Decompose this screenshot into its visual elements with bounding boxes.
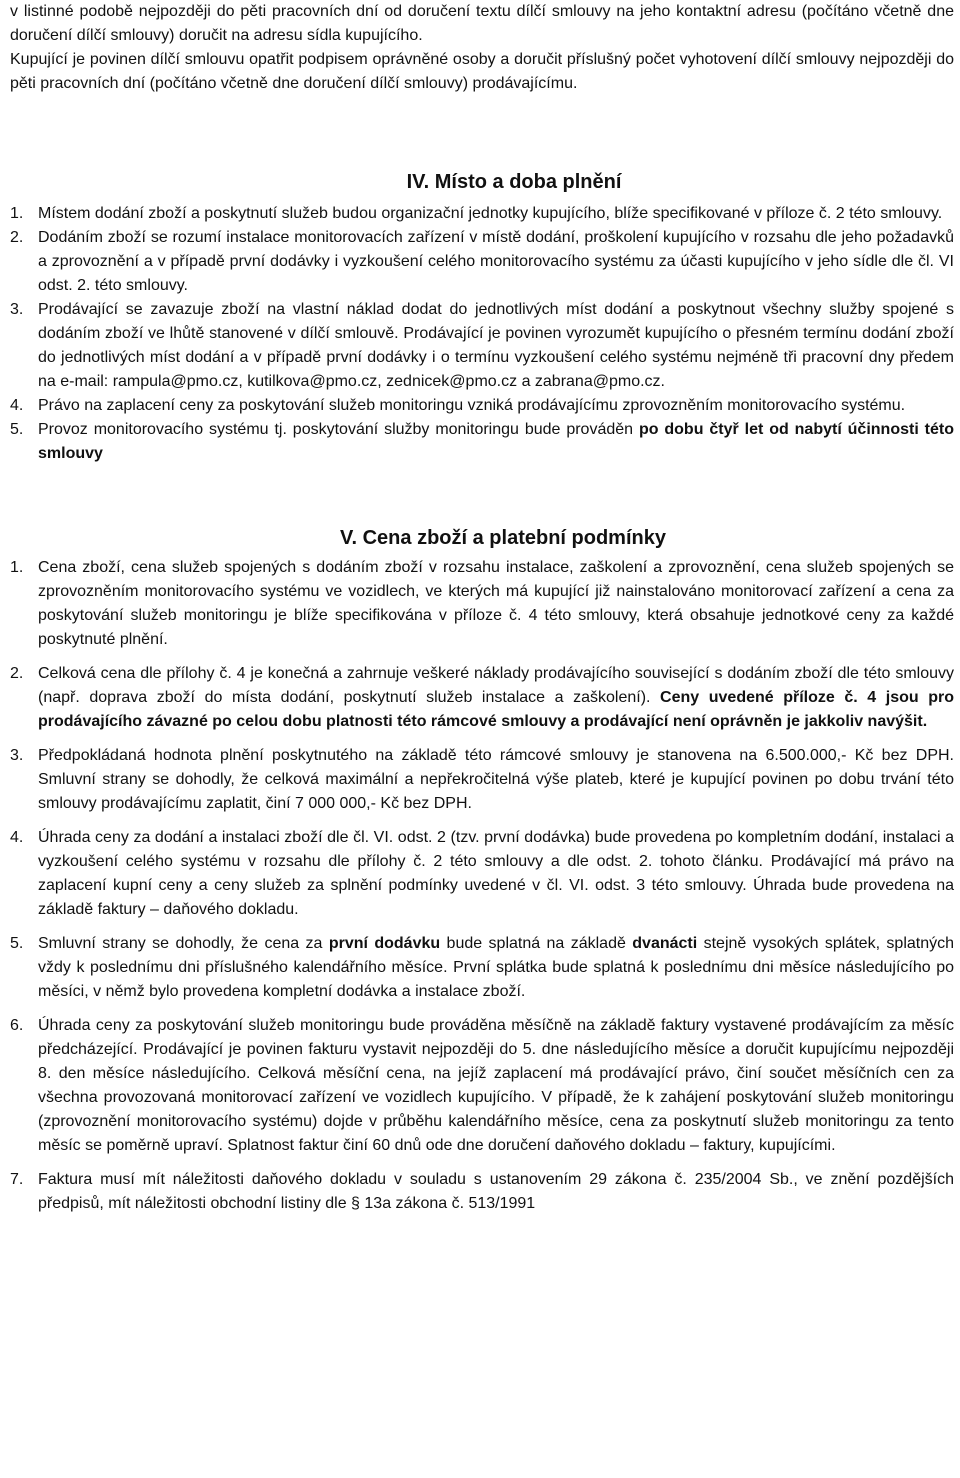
item-text-regular: bude splatná na základě (440, 935, 633, 952)
item-number: 7. (10, 1171, 24, 1188)
item-number: 3. (10, 747, 24, 764)
item-text-regular: Celková cena dle přílohy č. 4 je konečná a zahrnuje veškeré náklady prodávajícího související s dodáním zboží dle této smlouvy (např. doprava zboží do místa dodání, poskytnutí služeb instalace a zaškolení). (38, 665, 954, 706)
section-5-item-5 (10, 932, 954, 1004)
item-number: 5. (10, 935, 24, 952)
item-text (38, 932, 954, 1004)
section-5-item-3 (10, 744, 954, 816)
item-text-bold: Ceny uvedené příloze č. 4 jsou pro prodávajícího závazné po celou dobu platnosti této rámcové smlouvy a prodávající není oprávněn je jakkoliv navýšit. (38, 689, 954, 730)
item-text (38, 662, 954, 734)
item-number: 1. (10, 205, 24, 222)
item-number: 4. (10, 397, 24, 414)
item-text: Prodávající se zavazuje zboží na vlastní náklad dodat do jednotlivých míst dodání a poskytnout všechny služby spojené s dodáním zboží ve lhůtě stanovené v dílčí smlouvě. Prodávající je povinen vyrozumět kupujícího o přesném termínu dodání zboží do jednotlivých míst dodání a v případě první dodávky i o termínu vyzkoušení celého systému nejméně tři pracovní dny předem na e-mail: rampula@pmo.cz, kutilkova@pmo.cz, zednicek@pmo.cz a zabrana@pmo.cz. (38, 301, 954, 390)
item-number: 2. (10, 229, 24, 246)
item-text-regular: Provoz monitorovacího systému tj. poskytování služby monitoringu bude prováděn (38, 421, 639, 438)
item-text-bold: po dobu čtyř let od nabytí účinnosti této smlouvy (38, 421, 954, 462)
item-number: 4. (10, 829, 24, 846)
intro-paragraph-1: v listinné podobě nejpozději do pěti pracovních dní od doručení textu dílčí smlouvy na jeho kontaktní adresu (počítáno včetně dne doručení dílčí smlouvy) doručit na adresu sídla kupujícího. (10, 3, 954, 44)
section-5-item-1 (10, 556, 954, 652)
section-5-item-7 (10, 1168, 954, 1216)
section-4-item-5 (10, 418, 954, 466)
intro-paragraph-2: Kupující je povinen dílčí smlouvu opatřit podpisem oprávněné osoby a doručit příslušný počet vyhotovení dílčí smlouvy nejpozději do pěti pracovních dní (počítáno včetně dne doručení dílčí smlouvy) prodávajícímu. (10, 51, 954, 92)
item-number: 1. (10, 559, 24, 576)
item-text-regular: Smluvní strany se dohodly, že cena za (38, 935, 329, 952)
item-text: Cena zboží, cena služeb spojených s dodáním zboží v rozsahu instalace, zaškolení a zprovoznění, cena služeb spojených se zprovozněním monitorovacího systému ve vozidlech, ve kterých má kupující již nainstalováno monitorovací zařízení a cena za poskytování služeb monitoringu je blíže specifikována v příloze č. 4 této smlouvy, která obsahuje jednotkové ceny za každé poskytnuté plnění. (38, 559, 954, 648)
item-text-regular: stejně vysokých splátek, splatných vždy k poslednímu dni příslušného kalendářního měsíce. První splátka bude splatná k poslednímu dni měsíce následujícího po měsíci, v němž bylo provedena kompletní dodávka a instalace zboží. (38, 935, 955, 1000)
section-5-item-2 (10, 662, 954, 734)
section-4-item-3 (10, 298, 954, 394)
item-text: Předpokládaná hodnota plnění poskytnutého na základě této rámcové smlouvy je stanovena na 6.500.000,- Kč bez DPH. Smluvní strany se dohodly, že celková maximální a nepřekročitelná výše plateb, které je kupující povinen po dobu trvání této smlouvy prodávajícímu zaplatit, činí 7 000 000,- Kč bez DPH. (38, 747, 954, 812)
section-4-heading: IV. Místo a doba plnění (406, 171, 622, 193)
item-text: Místem dodání zboží a poskytnutí služeb budou organizační jednotky kupujícího, blíže specifikované v příloze č. 2 této smlouvy. (38, 205, 943, 222)
item-number: 3. (10, 301, 24, 318)
item-text (38, 418, 954, 466)
item-text: Právo na zaplacení ceny za poskytování služeb monitoringu vzniká prodávajícímu zprovozněním monitorovacího systému. (38, 397, 906, 414)
section-5-heading: V. Cena zboží a platební podmínky (340, 527, 666, 549)
item-text: Úhrada ceny za dodání a instalaci zboží dle čl. VI. odst. 2 (tzv. první dodávka) bude provedena po kompletním dodání, instalaci a vyzkoušení celého systému v rozsahu dle přílohy č. 2 této smlouvy a dle odst. 2. tohoto článku. Prodávající má právo na zaplacení kupní ceny a ceny služeb za splnění podmínky uvedené v čl. VI. odst. 3 této smlouvy. Úhrada bude provedena na základě faktury – daňového dokladu. (38, 829, 954, 918)
section-5-item-6 (10, 1014, 954, 1158)
item-text: Dodáním zboží se rozumí instalace monitorovacích zařízení v místě dodání, proškolení kupujícího v rozsahu dle jeho požadavků a zprovoznění a v případě první dodávky i vyzkoušení celého monitorovacího systému za účasti kupujícího v jeho sídle dle čl. VI odst. 2. této smlouvy. (38, 229, 954, 294)
item-text-bold: dvanácti (632, 935, 698, 952)
section-4-item-1 (10, 202, 954, 226)
section-4-item-4 (10, 394, 954, 418)
item-number: 6. (10, 1017, 24, 1034)
item-text-bold: první dodávku (328, 935, 441, 952)
item-text: Úhrada ceny za poskytování služeb monitoringu bude prováděna měsíčně na základě faktury vystavené prodávajícím za měsíc předcházející. Prodávající je povinen fakturu vystavit nejpozději do 5. dne následujícího měsíce a doručit kupujícímu nejpozději 8. den měsíce následujícího. Celková měsíční cena, na jejíž zaplacení má prodávající právo, činí součet měsíčních cen za všechna provozovaná monitorovací zařízení ve vozidlech kupujícího. V případě, že k zahájení poskytování služeb monitoringu (zprovoznění monitorovacího systému) dojde v průběhu kalendářního měsíce, cena za poskytnutí služeb monitoringu za tento měsíc se poměrně upraví. Splatnost faktur činí 60 dnů ode dne doručení daňového dokladu – faktury, kupujícími. (38, 1017, 954, 1154)
item-number: 2. (10, 665, 24, 682)
section-5-item-4 (10, 826, 954, 922)
item-number: 5. (10, 421, 24, 438)
section-4-item-2 (10, 226, 954, 298)
item-text: Faktura musí mít náležitosti daňového dokladu v souladu s ustanovením 29 zákona č. 235/2004 Sb., ve znění pozdějších předpisů, mít náležitosti obchodní listiny dle § 13a zákona č. 513/1991 (38, 1171, 954, 1212)
